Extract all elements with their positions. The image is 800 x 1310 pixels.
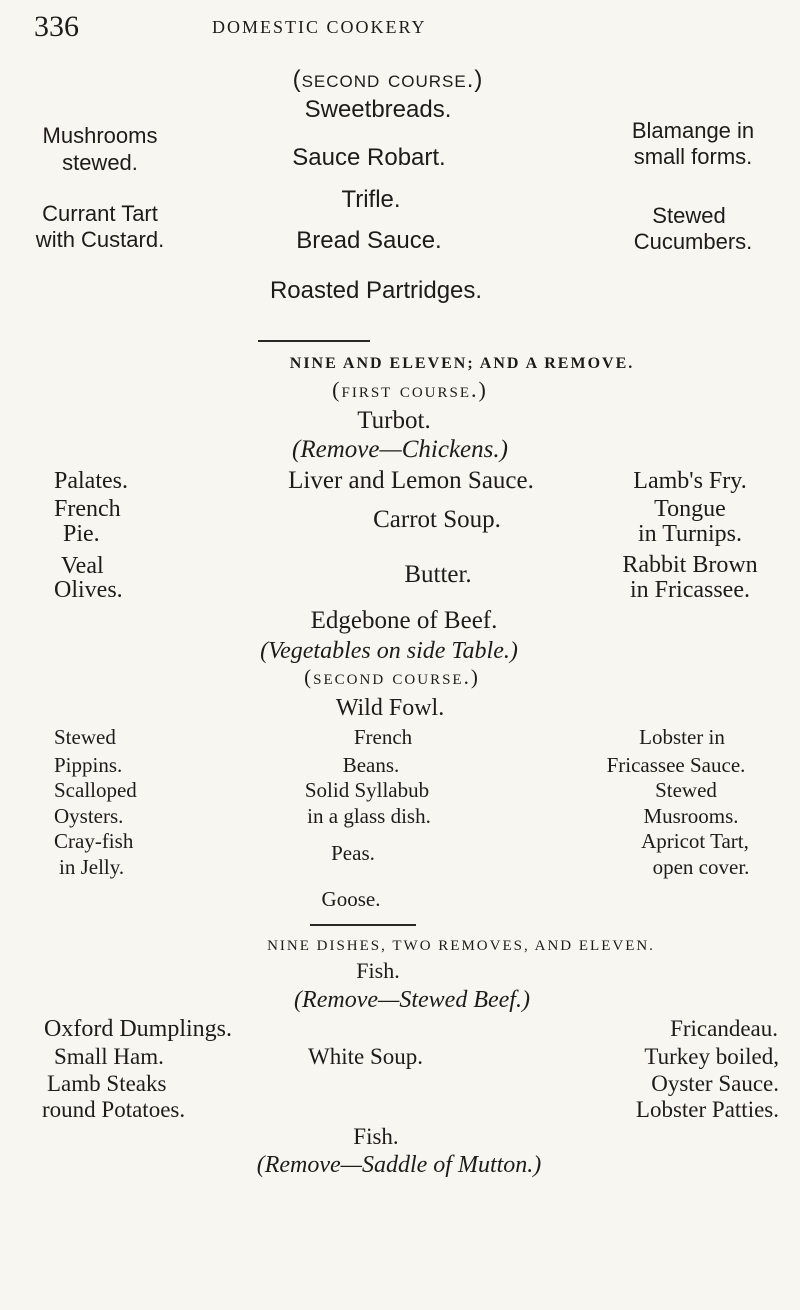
dish-right: Stewed xyxy=(652,203,726,228)
dish-right: Blamange in xyxy=(631,118,755,143)
vegetables-note: (Vegetables on side Table.) xyxy=(260,638,518,664)
dish-center: Fish. xyxy=(353,1124,399,1149)
dish-center: Liver and Lemon Sauce. xyxy=(288,467,534,494)
dish-right: Cucumbers. xyxy=(633,229,753,254)
remove-note: (Remove—Saddle of Mutton.) xyxy=(256,1152,542,1178)
dish-center: Roasted Partridges. xyxy=(269,277,483,304)
dish-left: Mushrooms xyxy=(42,123,158,148)
dish-center: Peas. xyxy=(331,841,375,865)
dish-right: in Fricassee. xyxy=(630,577,750,603)
dish-left: stewed. xyxy=(62,150,138,175)
dish-center: Beans. xyxy=(342,753,400,777)
dish-center: Trifle. xyxy=(341,186,401,213)
dish-center: French xyxy=(353,725,413,749)
dish-right: open cover. xyxy=(652,855,750,879)
remove-note: (Remove—Stewed Beef.) xyxy=(294,987,530,1013)
divider-rule xyxy=(258,340,370,342)
dish-right: Oyster Sauce. xyxy=(651,1071,779,1096)
dish-center: Sauce Robart. xyxy=(292,144,446,171)
dish-left: with Custard. xyxy=(35,227,165,252)
dish-right: Rabbit Brown xyxy=(622,552,758,578)
dish-center: Goose. xyxy=(321,887,381,911)
dish-right: Fricassee Sauce. xyxy=(606,753,746,777)
dish-left: round Potatoes. xyxy=(42,1097,186,1122)
course-heading: (first course.) xyxy=(332,377,488,402)
dish-center: Turbot. xyxy=(357,407,431,434)
dish-center: Solid Syllabub xyxy=(304,778,430,802)
dish-left: Veal xyxy=(61,553,104,579)
dish-right: in Turnips. xyxy=(637,521,743,547)
dish-center: Wild Fowl. xyxy=(335,695,445,721)
dish-center: Sweetbreads. xyxy=(304,96,452,123)
dish-right: Musrooms. xyxy=(643,804,739,828)
dish-left: Currant Tart xyxy=(42,201,158,226)
dish-left: Oysters. xyxy=(54,804,124,828)
dish-center: Edgebone of Beef. xyxy=(310,607,498,634)
dish-right: Lobster in xyxy=(639,725,725,749)
dish-center: Carrot Soup. xyxy=(373,506,501,533)
section-heading: NINE AND ELEVEN; AND A REMOVE. xyxy=(289,355,635,372)
remove-note: (Remove—Chickens.) xyxy=(292,436,508,463)
course-heading: (second course.) xyxy=(304,665,480,689)
dish-center: Bread Sauce. xyxy=(296,227,442,254)
dish-right: Fricandeau. xyxy=(670,1016,778,1041)
dish-left: Scalloped xyxy=(54,778,137,802)
dish-left: Oxford Dumplings. xyxy=(44,1016,232,1042)
course-heading: (second course.) xyxy=(292,66,484,93)
dish-left: Small Ham. xyxy=(54,1044,164,1069)
dish-right: Apricot Tart, xyxy=(641,829,749,853)
dish-left: in Jelly. xyxy=(59,855,125,879)
page-number: 336 xyxy=(34,10,79,43)
dish-left: Olives. xyxy=(54,577,123,603)
dish-center: Fish. xyxy=(356,958,400,983)
section-heading: NINE DISHES, TWO REMOVES, AND ELEVEN. xyxy=(267,938,655,954)
dish-left: French xyxy=(54,496,121,522)
dish-right: Stewed xyxy=(655,778,717,802)
running-title: DOMESTIC COOKERY xyxy=(212,17,427,37)
dish-left: Pippins. xyxy=(54,753,123,777)
dish-center: Butter. xyxy=(404,561,472,588)
dish-center: White Soup. xyxy=(308,1044,423,1069)
dish-right: Lobster Patties. xyxy=(635,1097,779,1122)
dish-right: Turkey boiled, xyxy=(644,1044,779,1069)
divider-rule xyxy=(310,924,416,926)
dish-right: Lamb's Fry. xyxy=(633,468,747,494)
dish-left: Pie. xyxy=(63,521,100,547)
dish-left: Palates. xyxy=(54,468,128,494)
dish-left: Cray-fish xyxy=(54,829,134,853)
dish-left: Lamb Steaks xyxy=(47,1071,167,1096)
dish-center: in a glass dish. xyxy=(307,804,431,828)
dish-left: Stewed xyxy=(54,725,116,749)
dish-right: small forms. xyxy=(633,144,753,169)
dish-right: Tongue xyxy=(654,496,726,522)
